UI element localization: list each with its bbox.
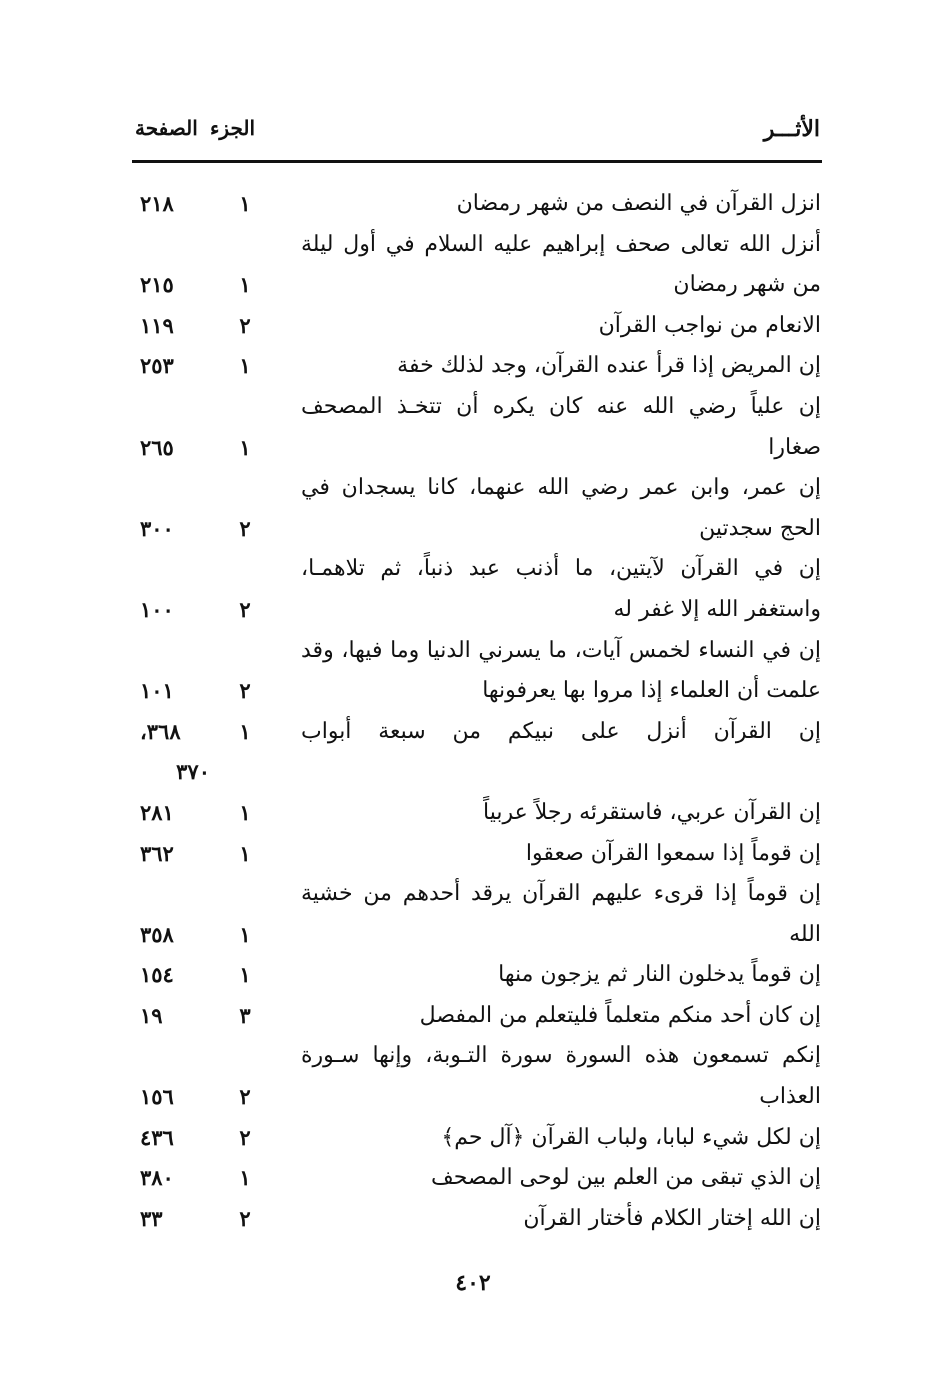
entry-page: ٢١٨	[140, 191, 174, 216]
entry-text: الانعام من نواجب القرآن	[598, 312, 821, 338]
entry-volume: ١	[239, 1165, 251, 1191]
entry-volume: ١	[239, 840, 251, 866]
entry-text: إن في القرآن لآيتين، ما أذنب عبد ذنباً، ثم تلاهمـا،	[301, 556, 821, 582]
entry-page: ٢٥٣	[140, 353, 174, 379]
index-entry	[0, 225, 946, 306]
entry-volume: ٢	[239, 1124, 251, 1150]
index-entry	[0, 996, 946, 1037]
entry-line	[0, 590, 946, 631]
entry-volume: ٢	[239, 1084, 251, 1110]
index-entry	[0, 793, 946, 834]
entry-page: ١١٩	[140, 312, 174, 338]
entry-text: إن القرآن عربي، فاستقرئه رجلاً عربياً	[483, 799, 821, 825]
index-entry	[0, 712, 946, 793]
entry-text: إن القرآن أنزل على نبيكم من سبعة أبواب	[301, 718, 821, 744]
entry-text: إن الذي تبقى من العلم بين لوحى المصحف	[430, 1165, 821, 1191]
header-athar: الأثـــر	[763, 116, 820, 142]
entry-page: ٣٥٨	[140, 921, 174, 947]
entry-page: ٢٨١	[140, 799, 174, 825]
entry-page: ١٠١	[140, 678, 174, 704]
index-entry	[0, 1158, 946, 1199]
entry-page: ٣٣	[140, 1205, 163, 1231]
entry-volume: ١	[239, 272, 251, 298]
header-page: الصفحة	[135, 116, 198, 140]
entry-text: علمت أن العلماء إذا مروا بها يعرفونها	[482, 678, 821, 704]
index-entry	[0, 1199, 946, 1240]
entry-text: الحج سجدتين	[699, 515, 821, 541]
entry-page: ٣٨٠	[140, 1165, 174, 1191]
entry-page: ٣٦٨،	[140, 718, 181, 744]
entry-line	[0, 346, 946, 387]
entry-line	[0, 184, 946, 225]
entry-volume: ٢	[239, 312, 251, 338]
index-entries	[0, 184, 946, 1239]
index-entry	[0, 631, 946, 712]
index-entry	[0, 306, 946, 347]
index-header	[135, 116, 820, 156]
entry-page: ١٠٠	[140, 596, 174, 622]
entry-page: ١٥٦	[140, 1084, 174, 1110]
index-entry	[0, 834, 946, 875]
entry-line	[0, 996, 946, 1037]
entry-text: إن لكل شيء لبابا، ولباب القرآن ﴿آل حم﴾	[441, 1124, 821, 1150]
entry-line	[0, 631, 946, 672]
entry-text: إن الله إختار الكلام فأختار القرآن	[523, 1205, 821, 1231]
entry-volume: ١	[239, 353, 251, 379]
index-entry	[0, 468, 946, 549]
index-entry	[0, 955, 946, 996]
entry-page: ٢٦٥	[140, 434, 174, 460]
index-entry	[0, 346, 946, 387]
entry-text: العذاب	[759, 1084, 821, 1110]
entry-line	[0, 793, 946, 834]
entry-line	[0, 834, 946, 875]
index-entry	[0, 549, 946, 630]
entry-page: ٣٦٢	[140, 840, 174, 866]
entry-page: ١٩	[140, 1002, 163, 1028]
entry-text: إن قوماً يدخلون النار ثم يزجون منها	[498, 962, 821, 988]
entry-page: ٢١٥	[140, 272, 174, 298]
entry-line	[0, 549, 946, 590]
entry-line	[0, 1158, 946, 1199]
entry-page-continued: ٣٧٠	[176, 759, 210, 785]
entry-volume: ١	[239, 799, 251, 825]
entry-page: ٣٠٠	[140, 515, 174, 541]
entry-text: إن المريض إذا قرأ عنده القرآن، وجد لذلك خفة	[397, 353, 821, 379]
entry-line	[0, 752, 946, 793]
entry-volume: ١	[239, 962, 251, 988]
entry-text: إنكم تسمعون هذه السورة سورة التـوبة، وإنها سـورة	[301, 1043, 821, 1069]
entry-line	[0, 509, 946, 550]
entry-text: انزل القرآن في النصف من شهر رمضان	[456, 191, 821, 216]
entry-line	[0, 1118, 946, 1159]
entry-text: صغارا	[768, 434, 821, 460]
entry-line	[0, 712, 946, 753]
entry-line	[0, 468, 946, 509]
index-entry	[0, 184, 946, 225]
entry-line	[0, 915, 946, 956]
index-entry	[0, 1118, 946, 1159]
entry-line	[0, 955, 946, 996]
entry-text: الله	[789, 921, 821, 947]
entry-line	[0, 306, 946, 347]
entry-page: ١٥٤	[140, 962, 174, 988]
entry-line	[0, 874, 946, 915]
entry-text: إن قوماً إذا قرىء عليهم القرآن يرقد أحدهم من خشية	[301, 881, 821, 907]
entry-text: من شهر رمضان	[673, 272, 821, 298]
entry-text: إن في النساء لخمس آيات، ما يسرني الدنيا وما فيها، وقد	[301, 637, 821, 663]
header-rule	[132, 160, 822, 163]
entry-text: أنزل الله تعالى صحف إبراهيم عليه السلام في أول ليلة	[301, 231, 821, 257]
entry-line	[0, 1199, 946, 1240]
page-number: ٤٠٢	[455, 1270, 491, 1296]
entry-volume: ٢	[239, 1205, 251, 1231]
entry-volume: ١	[239, 718, 251, 744]
header-volume: الجزء	[210, 116, 255, 140]
entry-page: ٤٣٦	[140, 1124, 174, 1150]
entry-text: إن علياً رضي الله عنه كان يكره أن تتخـذ المصحف	[301, 393, 821, 419]
entry-line	[0, 387, 946, 428]
index-entry	[0, 874, 946, 955]
entry-volume: ٢	[239, 678, 251, 704]
entry-line	[0, 1077, 946, 1118]
entry-volume: ١	[239, 434, 251, 460]
entry-volume: ٢	[239, 596, 251, 622]
entry-line	[0, 428, 946, 469]
entry-volume: ١	[239, 191, 251, 216]
entry-volume: ١	[239, 921, 251, 947]
entry-text: إن كان أحد منكم متعلماً فليتعلم من المفصل	[419, 1002, 821, 1028]
entry-line	[0, 265, 946, 306]
index-entry	[0, 1036, 946, 1117]
entry-text: إن قوماً إذا سمعوا القرآن صعقوا	[525, 840, 821, 866]
entry-volume: ٢	[239, 515, 251, 541]
entry-line	[0, 671, 946, 712]
entry-volume: ٣	[239, 1002, 251, 1028]
index-entry	[0, 387, 946, 468]
entry-text: واستغفر الله إلا غفر له	[613, 596, 821, 622]
entry-line	[0, 1036, 946, 1077]
entry-text: إن عمر، وابن عمر رضي الله عنهما، كانا يسجدان في	[301, 475, 821, 501]
entry-line	[0, 225, 946, 266]
